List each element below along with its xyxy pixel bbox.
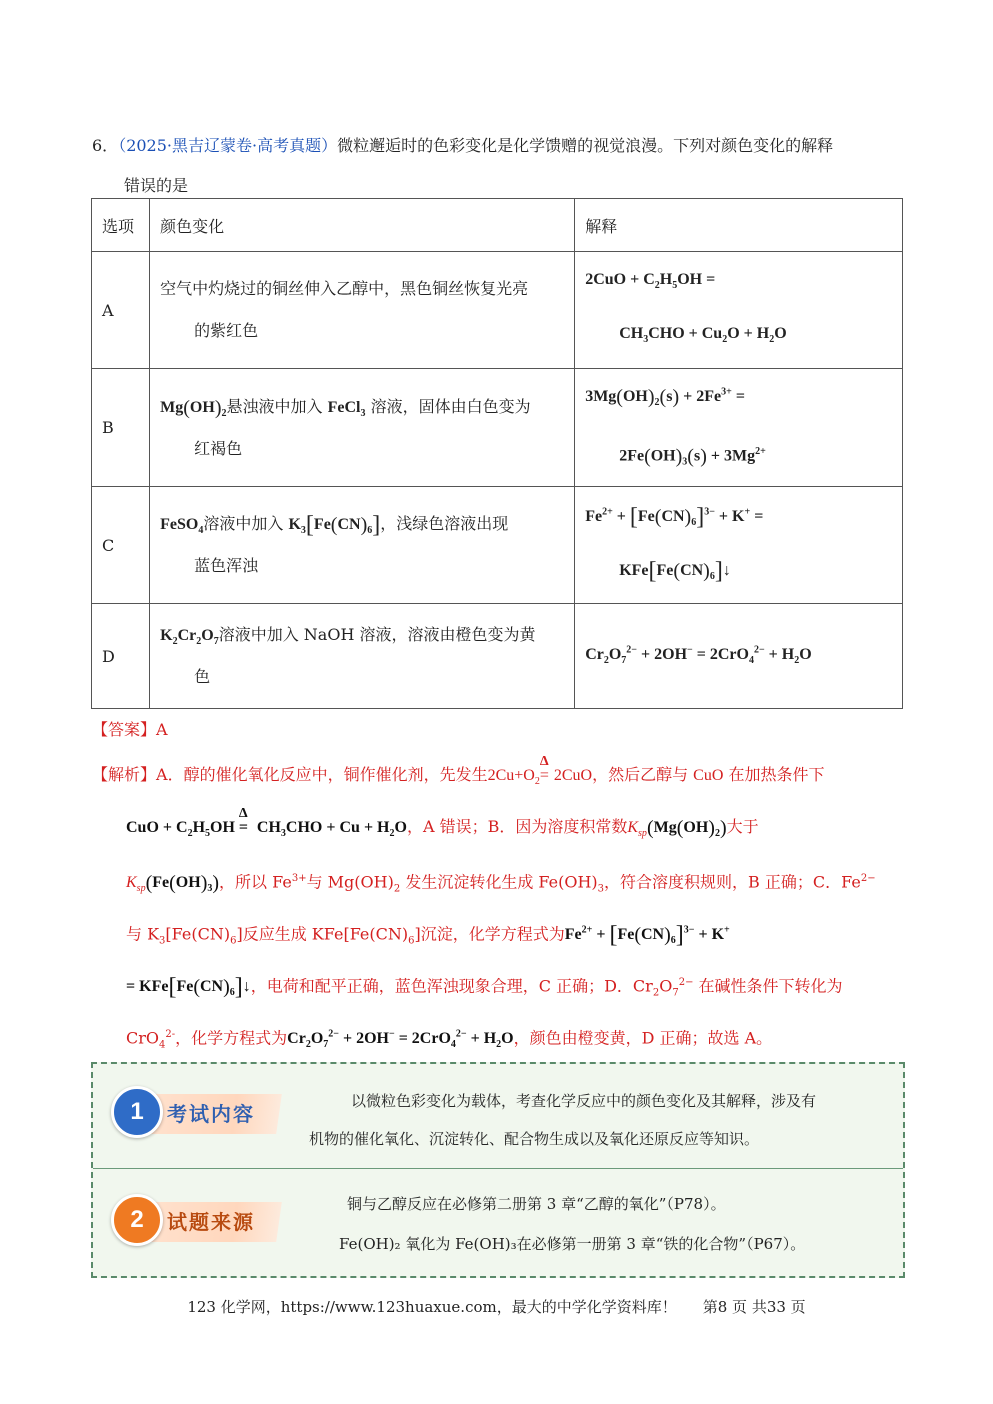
option-equation: $3Mg(OH)_2(s) + 2Fe^{3+}$ = $2Fe(OH)_3(s) + 3Mg^{2+}$ bbox=[575, 369, 903, 487]
desc-text: 溶液，固体由白色变为 bbox=[370, 396, 531, 416]
analysis bbox=[92, 758, 902, 1070]
table-row bbox=[92, 369, 903, 487]
option-equation: $2CuO + C_2H_5OH$ = $CH_3CHO + Cu_2O + H_2O$ bbox=[575, 252, 903, 369]
desc-text: 溶液中加入 bbox=[203, 514, 284, 534]
option-label: D bbox=[92, 604, 150, 709]
exam-content-text bbox=[311, 1082, 891, 1158]
table-row bbox=[92, 252, 903, 369]
text-line: 以微粒色彩变化为载体，考查化学反应中的颜色变化及其解释，涉及有 bbox=[351, 1092, 817, 1110]
analysis-text: ，符合溶度积规则，B 正确；C．Fe bbox=[604, 872, 861, 892]
analysis-text: ，A 错误；B．因为溶度积常数 bbox=[406, 817, 628, 836]
question-source-text bbox=[339, 1184, 897, 1264]
answer-label: 【答案】 bbox=[92, 720, 157, 739]
analysis-text: ，然后乙醇与 bbox=[592, 765, 689, 784]
badge-label: 试题来源 bbox=[167, 1210, 255, 1234]
analysis-text: 发生沉淀转化生成 Fe(OH) bbox=[405, 872, 598, 892]
text-line: 机物的催化氧化、沉淀转化、配合物生成以及氧化还原反应等知识。 bbox=[309, 1130, 760, 1148]
desc-line: 的紫红色 bbox=[194, 321, 259, 340]
analysis-label: 【解析】 bbox=[92, 765, 157, 784]
analysis-text: A．醇的催化氧化反应中，铜作催化剂，先发生 bbox=[156, 765, 488, 784]
answer-value: A bbox=[156, 720, 168, 739]
desc-text: 溶液中加入 NaOH 溶液，溶液由橙色变为黄 bbox=[218, 625, 536, 645]
badge-number: 2 bbox=[111, 1194, 163, 1246]
analysis-text: ，化学方程式为 bbox=[175, 1028, 288, 1048]
options-table bbox=[91, 198, 903, 709]
page-footer bbox=[0, 1296, 993, 1317]
analysis-text: ，颜色由橙变黄，D 正确；故选 A。 bbox=[513, 1028, 773, 1048]
analysis-text: ]反应生成 KFe[Fe(CN) bbox=[236, 924, 409, 944]
option-equation: $Cr_2O_7^{2-} + 2OH^- = 2CrO_4^{2-} + H_2O$ bbox=[575, 604, 903, 709]
answer bbox=[92, 716, 168, 744]
analysis-line: CuO + $C_2H_5OH$ $\Delta = CH_3CHO + Cu + H_2O$，A 错误；B．因为溶度积常数$K_{sp}(Mg(OH)_2)$大于 bbox=[92, 810, 902, 862]
badge-label: 考试内容 bbox=[167, 1102, 255, 1126]
question-source-badge bbox=[111, 1194, 279, 1246]
table-row bbox=[92, 487, 903, 604]
analysis-text: ，电荷和配平正确，蓝色浑浊现象合理，C 正确；D．Cr bbox=[250, 976, 653, 996]
option-description: $Mg(OH)_2$悬浊液中加入 FeCl$_3$ 溶液，固体由白色变为 红褐色 bbox=[150, 369, 575, 487]
desc-text: 悬浊液中加入 bbox=[226, 396, 323, 416]
desc-line: 蓝色浑浊 bbox=[194, 556, 259, 576]
text-line: Fe(OH)₂ 氧化为 Fe(OH)₃在必修第一册第 3 章“铁的化合物”（P67）。 bbox=[339, 1235, 806, 1253]
analysis-line: $K_{sp}(Fe(OH)_3)$，所以 $Fe^{3+}$与 $Mg(OH)_2$ 发生沉淀转化生成 $Fe(OH)_3$，符合溶度积规则，B 正确；C．$Fe^{2-}$ bbox=[126, 872, 876, 895]
question-text-line2: 错误的是 bbox=[124, 176, 189, 195]
analysis-line: CrO$_4^{2-}$，化学方程式为$Cr_2O_7^{2-} + 2OH^- = 2CrO_4^{2-} + H_2O$，颜色由橙变黄，D 正确；故选 A。 bbox=[126, 1028, 773, 1051]
analysis-text: 与 K bbox=[126, 924, 160, 944]
analysis-text: CrO bbox=[126, 1028, 160, 1048]
analysis-text: 与 Mg(OH) bbox=[306, 872, 394, 892]
option-description bbox=[150, 252, 575, 369]
header-color-change: 颜色变化 bbox=[150, 199, 575, 252]
divider bbox=[93, 1168, 903, 1169]
table-header-row bbox=[92, 199, 903, 252]
option-label: A bbox=[92, 252, 150, 369]
header-explanation: 解释 bbox=[575, 199, 903, 252]
desc-line: 空气中灼烧过的铜丝伸入乙醇中，黑色铜丝恢复光亮 bbox=[160, 279, 529, 298]
analysis-text: 在碱性条件下转化为 bbox=[698, 976, 843, 996]
badge-number: 1 bbox=[111, 1086, 163, 1138]
analysis-text: 在加热条件下 bbox=[728, 765, 825, 784]
info-box bbox=[91, 1062, 905, 1278]
desc-line: 色 bbox=[194, 667, 211, 687]
page-number: 第8 页 共33 页 bbox=[702, 1298, 806, 1316]
analysis-text: [Fe(CN) bbox=[165, 924, 231, 944]
question-source[interactable]: （2025·黑吉辽蒙卷·高考真题） bbox=[118, 136, 338, 155]
analysis-text: ]沉淀，化学方程式为 bbox=[414, 924, 565, 944]
table-row bbox=[92, 604, 903, 709]
analysis-line: 与 $K_3[Fe(CN)_6]$反应生成 $KFe[Fe(CN)_6]$沉淀，化学方程式为$Fe^{2+} + [Fe(CN)_6]^{3-} + K^+$ bbox=[126, 922, 730, 949]
desc-line: 红褐色 bbox=[194, 438, 243, 458]
option-label: B bbox=[92, 369, 150, 487]
question-number: 6． bbox=[92, 136, 119, 155]
analysis-text: ，所以 Fe bbox=[219, 872, 292, 892]
question-text-line1: 微粒邂逅时的色彩变化是化学馈赠的视觉浪漫。下列对颜色变化的解释 bbox=[337, 136, 834, 155]
exam-content-badge bbox=[111, 1086, 279, 1138]
header-option: 选项 bbox=[92, 199, 150, 252]
text-line: 铜与乙醇反应在必修第二册第 3 章“乙醇的氧化”（P78）。 bbox=[347, 1195, 726, 1213]
desc-text: ，浅绿色溶液出现 bbox=[380, 514, 509, 534]
option-label: C bbox=[92, 487, 150, 604]
option-description: $K_2Cr_2O_7$溶液中加入 NaOH 溶液，溶液由橙色变为黄 色 bbox=[150, 604, 575, 709]
option-equation: $Fe^{2+} + [Fe(CN)_6]^{3-} + K^+$ = $KFe[Fe(CN)_6]↓$ bbox=[575, 487, 903, 604]
analysis-line: 【解析】A．醇的催化氧化反应中，铜作催化剂，先发生$2Cu+O_2\Delta = 2CuO$，然后乙醇与 CuO 在加热条件下 bbox=[92, 758, 902, 810]
footer-text[interactable]: 123 化学网，https://www.123huaxue.com，最大的中学化学资料库！ bbox=[187, 1298, 677, 1316]
analysis-line: = $KFe[Fe(CN)_6]↓$，电荷和配平正确，蓝色浑浊现象合理，C 正确；D．$Cr_2O_7^{2-}$ 在碱性条件下转化为 bbox=[126, 974, 843, 1001]
analysis-text: 大于 bbox=[726, 817, 759, 836]
option-description: FeSO$_4$溶液中加入 $K_3[Fe(CN)_6]$，浅绿色溶液出现 蓝色浑浊 bbox=[150, 487, 575, 604]
question-stem bbox=[92, 126, 904, 206]
